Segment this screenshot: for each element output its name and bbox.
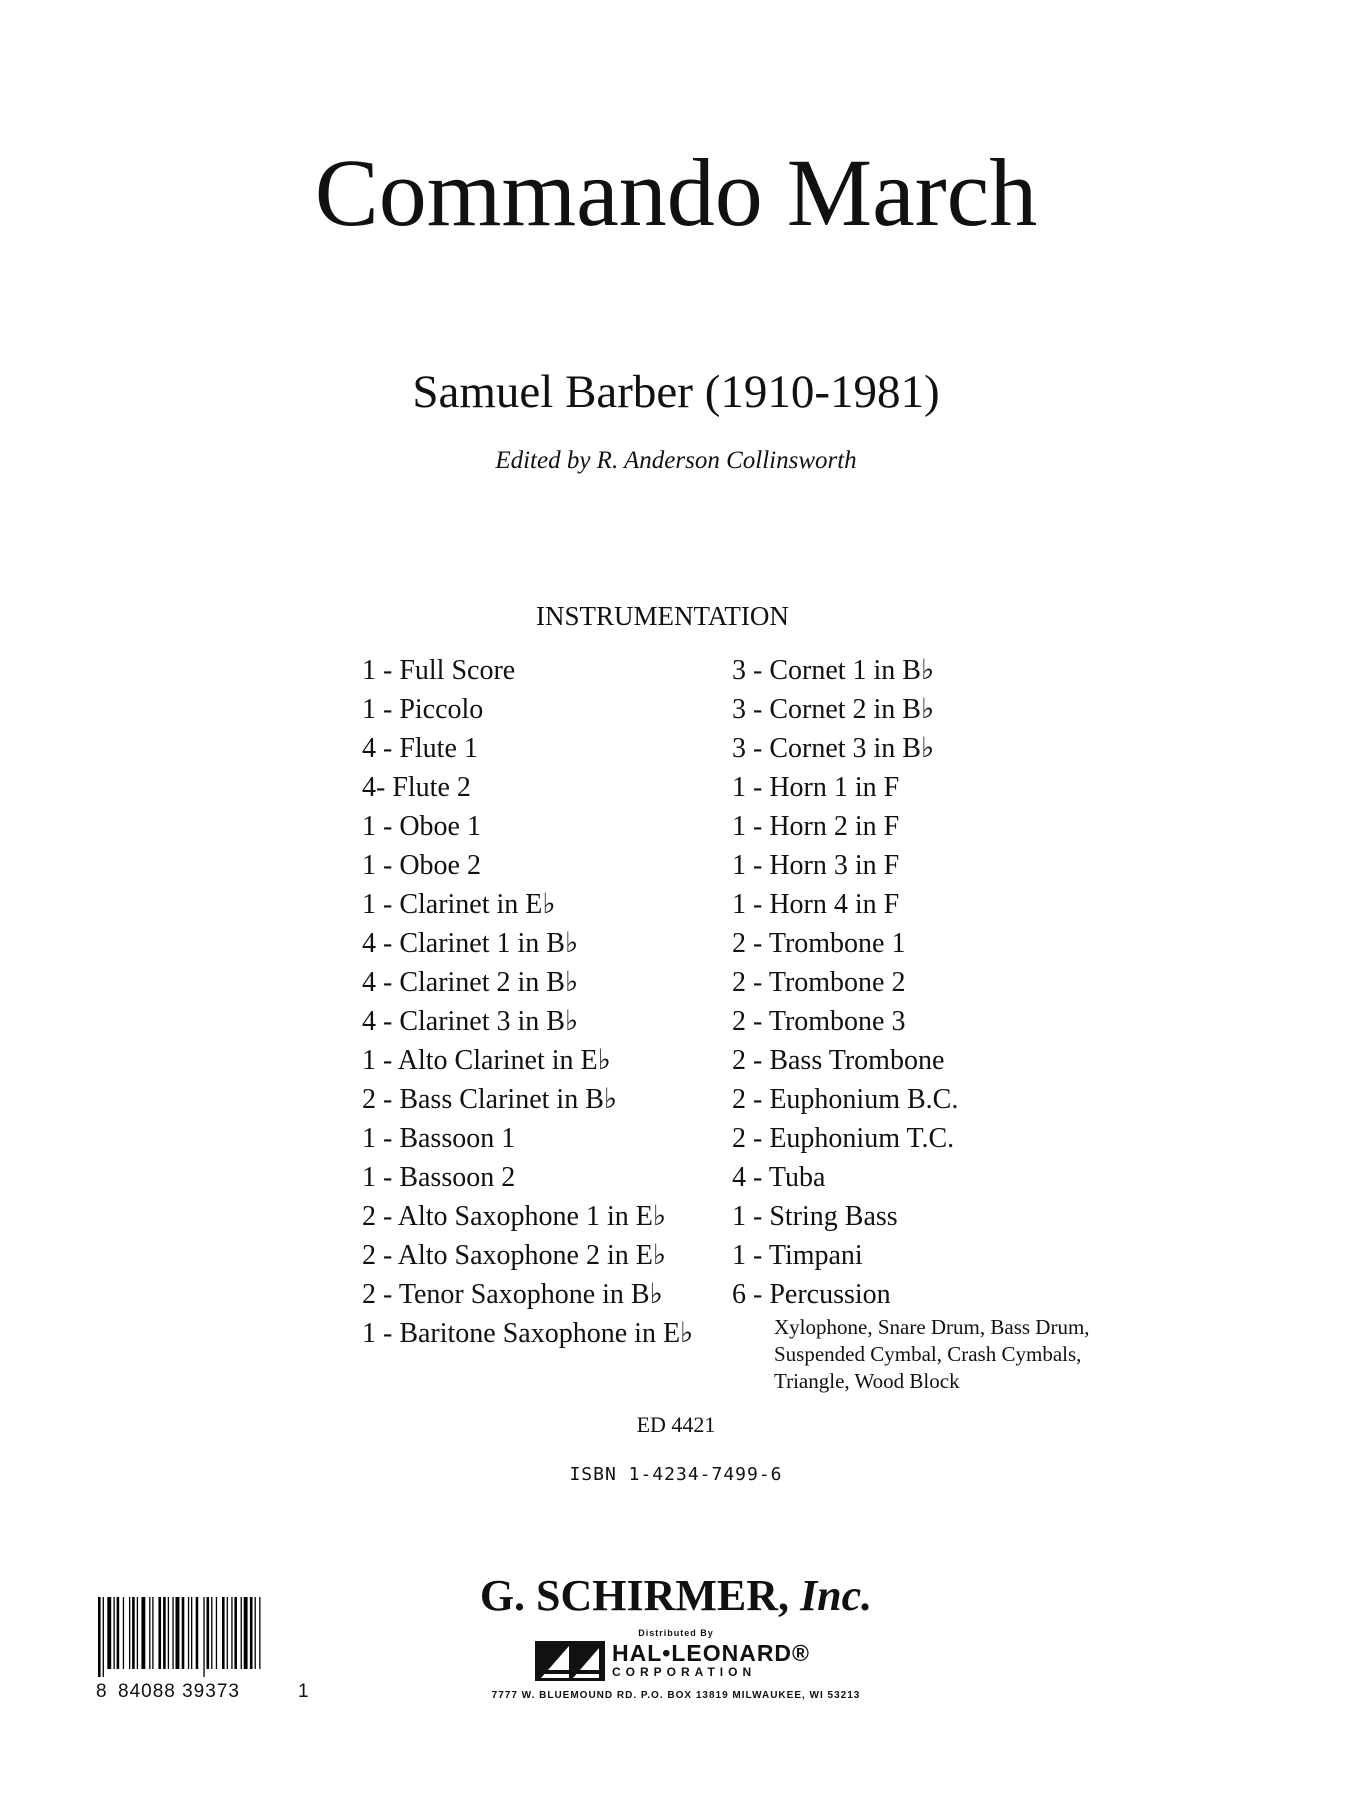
page-title: Commando March (314, 139, 1038, 246)
barcode-digit-first: 8 (96, 1681, 107, 1702)
instrument-line: 1 - Horn 2 in F (732, 811, 900, 842)
instrument-line: 3 - Cornet 1 in B♭ (732, 655, 935, 686)
instrument-line: 3 - Cornet 2 in B♭ (732, 694, 935, 725)
distributor-name: HAL•LEONARD® (612, 1640, 810, 1666)
instrumentation-left-column (362, 651, 693, 1353)
instrument-line: 1 - Horn 4 in F (732, 889, 900, 920)
instrument-line: 2 - Euphonium B.C. (732, 1084, 959, 1115)
barcode-digits-middle: 84088 39373 (118, 1681, 240, 1702)
percussion-detail-line: Suspended Cymbal, Crash Cymbals, (774, 1342, 1082, 1366)
instrumentation-heading: INSTRUMENTATION (536, 601, 789, 631)
instrument-line: 4 - Clarinet 2 in B♭ (362, 967, 579, 998)
percussion-detail-line: Xylophone, Snare Drum, Bass Drum, (774, 1315, 1090, 1339)
composer-name: Samuel Barber (1910-1981) (412, 366, 940, 418)
instrument-line: 4 - Clarinet 1 in B♭ (362, 928, 579, 959)
barcode-digit-last: 1 (298, 1681, 309, 1702)
instrument-line: 2 - Alto Saxophone 1 in E♭ (362, 1201, 667, 1232)
instrument-line: 2 - Tenor Saxophone in B♭ (362, 1279, 663, 1310)
instrument-line: 2 - Trombone 3 (732, 1006, 906, 1037)
instrument-line: 2 - Bass Trombone (732, 1045, 945, 1076)
edition-number: ED 4421 (636, 1412, 716, 1437)
isbn: ISBN 1-4234-7499-6 (569, 1464, 783, 1485)
editor-credit: Edited by R. Anderson Collinsworth (495, 447, 857, 474)
instrument-line: 1 - Horn 1 in F (732, 772, 900, 803)
instrument-line: 4 - Tuba (732, 1162, 826, 1193)
instrument-line: 1 - Clarinet in E♭ (362, 889, 556, 920)
instrument-line: 3 - Cornet 3 in B♭ (732, 733, 935, 764)
instrument-line: 4 - Flute 1 (362, 733, 478, 764)
barcode-icon (98, 1597, 306, 1677)
instrument-line: 1 - Timpani (732, 1240, 863, 1271)
instrumentation-right-column (732, 651, 1090, 1395)
percussion-detail-line: Triangle, Wood Block (774, 1369, 960, 1393)
instrument-line: 6 - Percussion (732, 1279, 891, 1310)
instrument-line: 1 - Baritone Saxophone in E♭ (362, 1318, 694, 1349)
instrument-line: 1 - Bassoon 2 (362, 1162, 516, 1193)
instrument-line: 2 - Trombone 1 (732, 928, 906, 959)
instrument-line: 2 - Euphonium T.C. (732, 1123, 955, 1154)
instrument-line: 1 - Alto Clarinet in E♭ (362, 1045, 611, 1076)
instrument-line: 1 - Bassoon 1 (362, 1123, 516, 1154)
instrument-line: 1 - Oboe 2 (362, 850, 481, 881)
distributor-address: 7777 W. BLUEMOUND RD. P.O. BOX 13819 MILWAUKEE, WI 53213 (491, 1690, 861, 1701)
instrument-line: 1 - Piccolo (362, 694, 484, 725)
instrument-line: 2 - Trombone 2 (732, 967, 906, 998)
instrument-line: 2 - Bass Clarinet in B♭ (362, 1084, 618, 1115)
distributed-by-label: Distributed By (638, 1628, 714, 1638)
instrument-line: 1 - Horn 3 in F (732, 850, 900, 881)
instrument-line: 2 - Alto Saxophone 2 in E♭ (362, 1240, 667, 1271)
instrument-line: 4 - Clarinet 3 in B♭ (362, 1006, 579, 1037)
instrument-line: 1 - String Bass (732, 1201, 898, 1232)
instrument-line: 4- Flute 2 (362, 772, 471, 803)
instrument-line: 1 - Full Score (362, 655, 516, 686)
percussion-detail (732, 1314, 1090, 1395)
instrument-line: 1 - Oboe 1 (362, 811, 481, 842)
distributor-corporation: CORPORATION (612, 1665, 757, 1679)
publisher-main: G. SCHIRMER, (479, 1571, 790, 1620)
publisher-suffix: Inc. (800, 1571, 873, 1620)
